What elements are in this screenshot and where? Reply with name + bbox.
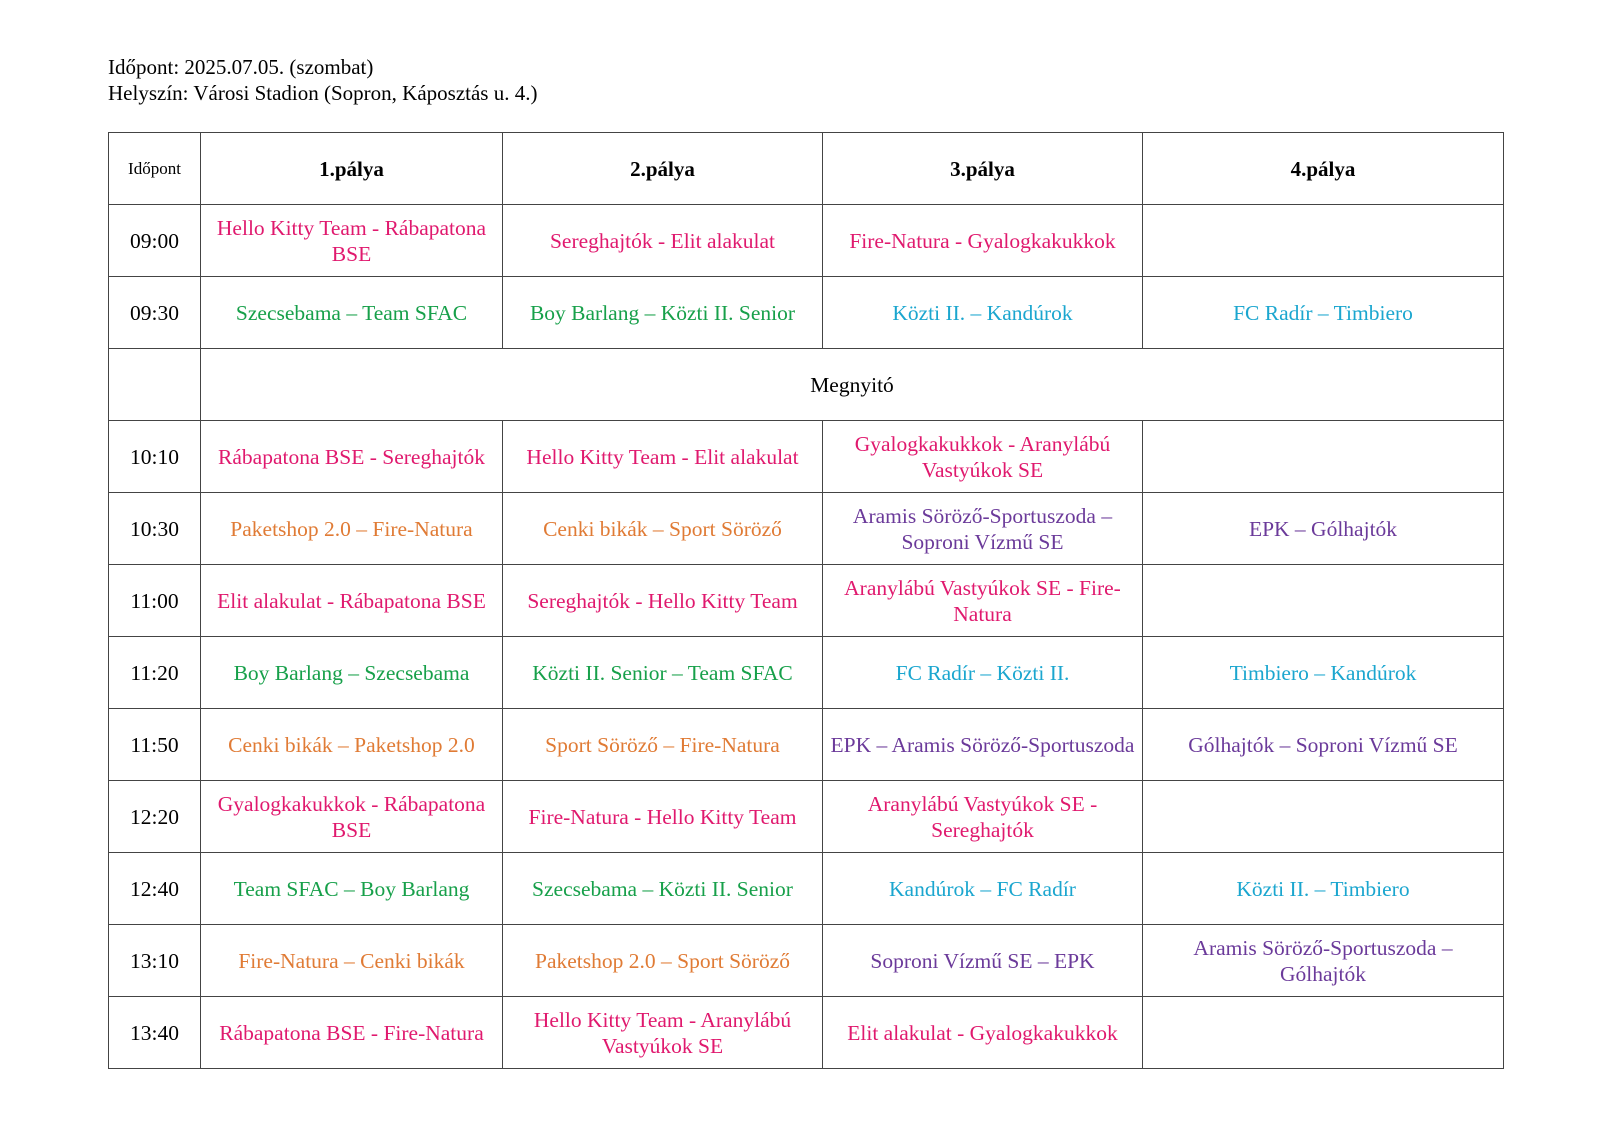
match-cell-field-2: Hello Kitty Team - Elit alakulat <box>503 421 823 493</box>
match-cell-field-1: Team SFAC – Boy Barlang <box>201 853 503 925</box>
field-4-header: 4.pálya <box>1143 133 1504 205</box>
match-cell-field-1: Cenki bikák – Paketshop 2.0 <box>201 709 503 781</box>
match-cell-field-3: Aranylábú Vastyúkok SE - Sereghajtók <box>823 781 1143 853</box>
match-cell-field-1: Boy Barlang – Szecsebama <box>201 637 503 709</box>
time-cell: 10:10 <box>109 421 201 493</box>
match-cell-field-4 <box>1143 205 1504 277</box>
match-cell-field-2: Sereghajtók - Elit alakulat <box>503 205 823 277</box>
match-cell-field-4: Timbiero – Kandúrok <box>1143 637 1504 709</box>
table-row <box>109 637 1504 709</box>
table-row <box>109 421 1504 493</box>
opening-ceremony-cell: Megnyitó <box>201 349 1504 421</box>
field-3-header: 3.pálya <box>823 133 1143 205</box>
match-cell-field-1: Rábapatona BSE - Fire-Natura <box>201 997 503 1069</box>
table-header-row <box>109 133 1504 205</box>
match-cell-field-4: FC Radír – Timbiero <box>1143 277 1504 349</box>
match-cell-field-3: FC Radír – Közti II. <box>823 637 1143 709</box>
match-cell-field-4 <box>1143 565 1504 637</box>
schedule-body <box>109 205 1504 1069</box>
time-cell: 09:30 <box>109 277 201 349</box>
match-cell-field-4: Gólhajtók – Soproni Vízmű SE <box>1143 709 1504 781</box>
table-row <box>109 493 1504 565</box>
table-row <box>109 205 1504 277</box>
match-cell-field-4 <box>1143 997 1504 1069</box>
match-cell-field-3: Közti II. – Kandúrok <box>823 277 1143 349</box>
table-row <box>109 565 1504 637</box>
match-cell-field-2: Közti II. Senior – Team SFAC <box>503 637 823 709</box>
match-cell-field-2: Cenki bikák – Sport Söröző <box>503 493 823 565</box>
match-cell-field-3: Kandúrok – FC Radír <box>823 853 1143 925</box>
match-cell-field-2: Fire-Natura - Hello Kitty Team <box>503 781 823 853</box>
opening-row <box>109 349 1504 421</box>
match-cell-field-2: Hello Kitty Team - Aranylábú Vastyúkok SE <box>503 997 823 1069</box>
match-cell-field-3: Gyalogkakukkok - Aranylábú Vastyúkok SE <box>823 421 1143 493</box>
field-2-header: 2.pálya <box>503 133 823 205</box>
match-cell-field-3: Aranylábú Vastyúkok SE - Fire-Natura <box>823 565 1143 637</box>
time-column-header: Időpont <box>109 133 201 205</box>
time-cell: 11:20 <box>109 637 201 709</box>
match-cell-field-3: Fire-Natura - Gyalogkakukkok <box>823 205 1143 277</box>
match-cell-field-2: Szecsebama – Közti II. Senior <box>503 853 823 925</box>
match-cell-field-1: Gyalogkakukkok - Rábapatona BSE <box>201 781 503 853</box>
match-cell-field-1: Fire-Natura – Cenki bikák <box>201 925 503 997</box>
match-cell-field-4: EPK – Gólhajtók <box>1143 493 1504 565</box>
match-cell-field-3: Aramis Söröző-Sportuszoda – Soproni Vízmű SE <box>823 493 1143 565</box>
table-row <box>109 781 1504 853</box>
time-cell: 13:40 <box>109 997 201 1069</box>
date-line: Időpont: 2025.07.05. (szombat) <box>108 55 374 79</box>
match-cell-field-1: Paketshop 2.0 – Fire-Natura <box>201 493 503 565</box>
match-cell-field-1: Elit alakulat - Rábapatona BSE <box>201 565 503 637</box>
time-cell: 12:40 <box>109 853 201 925</box>
time-cell: 12:20 <box>109 781 201 853</box>
time-cell: 09:00 <box>109 205 201 277</box>
table-row <box>109 997 1504 1069</box>
match-cell-field-2: Boy Barlang – Közti II. Senior <box>503 277 823 349</box>
table-row <box>109 925 1504 997</box>
match-cell-field-4 <box>1143 421 1504 493</box>
time-cell: 10:30 <box>109 493 201 565</box>
table-row <box>109 277 1504 349</box>
match-cell-field-1: Szecsebama – Team SFAC <box>201 277 503 349</box>
table-row <box>109 853 1504 925</box>
schedule-header <box>108 54 537 106</box>
field-1-header: 1.pálya <box>201 133 503 205</box>
match-cell-field-1: Rábapatona BSE - Sereghajtók <box>201 421 503 493</box>
match-cell-field-3: Elit alakulat - Gyalogkakukkok <box>823 997 1143 1069</box>
time-cell: 11:50 <box>109 709 201 781</box>
match-cell-field-1: Hello Kitty Team - Rábapatona BSE <box>201 205 503 277</box>
match-cell-field-2: Sereghajtók - Hello Kitty Team <box>503 565 823 637</box>
time-cell <box>109 349 201 421</box>
match-schedule-table <box>108 132 1504 1069</box>
time-cell: 11:00 <box>109 565 201 637</box>
match-cell-field-3: Soproni Vízmű SE – EPK <box>823 925 1143 997</box>
match-cell-field-4 <box>1143 781 1504 853</box>
table-row <box>109 709 1504 781</box>
match-cell-field-2: Paketshop 2.0 – Sport Söröző <box>503 925 823 997</box>
match-cell-field-3: EPK – Aramis Söröző-Sportuszoda <box>823 709 1143 781</box>
match-cell-field-4: Aramis Söröző-Sportuszoda – Gólhajtók <box>1143 925 1504 997</box>
time-cell: 13:10 <box>109 925 201 997</box>
match-cell-field-4: Közti II. – Timbiero <box>1143 853 1504 925</box>
venue-line: Helyszín: Városi Stadion (Sopron, Káposztás u. 4.) <box>108 81 538 105</box>
match-cell-field-2: Sport Söröző – Fire-Natura <box>503 709 823 781</box>
